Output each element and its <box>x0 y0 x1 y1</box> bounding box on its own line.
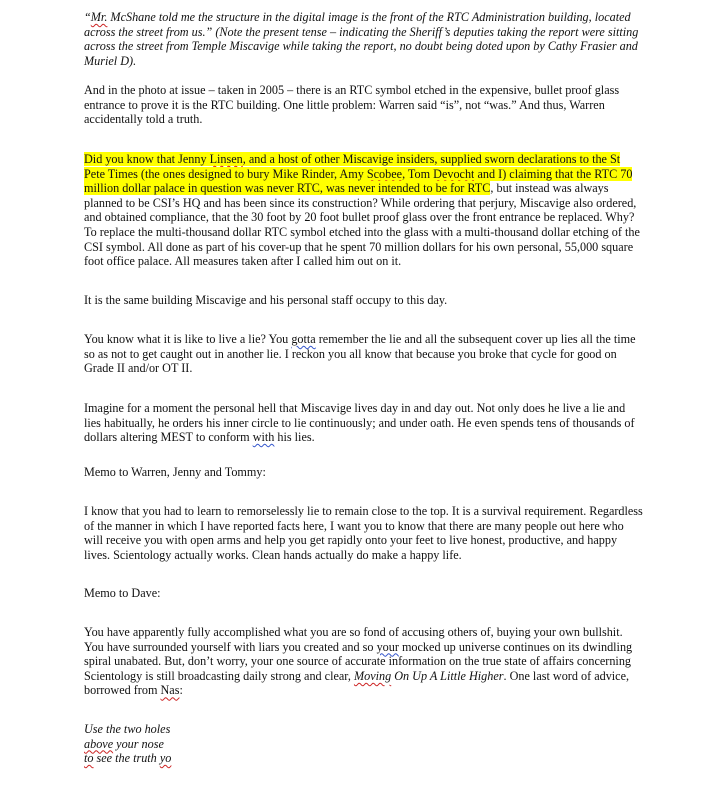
spelling-flag: Mr. <box>90 10 108 24</box>
spelling-flag: Scobee <box>366 166 403 181</box>
text-run: his lies. <box>274 430 315 445</box>
same-building-paragraph: It is the same building Miscavige and his personal staff occupy to this day. <box>84 293 448 307</box>
quote-paragraph <box>84 10 644 68</box>
spelling-flag: Nas <box>160 683 180 698</box>
spelling-flag: to <box>84 751 94 766</box>
text-run: , but instead was always planned to be CSI’s HQ and has been since its construction? While ordering that perjury, Miscavige also ordered, and obtained compliance, that the 30 foot by 20 foot bullet proof glass over the front entrance be replaced. Why? To replace the multi-thousand dollar RTC symbol etched into the glass with a multi-thousand dollar etching of the CSI symbol. All done as part of his cover-up that he spent 70 million dollars for his own personal, 55,000 square foot office palace. All measures taken after I called him out on it. <box>84 181 640 269</box>
text-run: mocked up universe continues on its dwindling spiral unabated. But, don’t worry, your one source of accurate information on the true state of affairs concerning Scientology is still broadcasting daily strong and clear, <box>84 639 633 683</box>
spelling-flag: above <box>84 736 114 751</box>
poem-block <box>84 722 644 766</box>
poem-line <box>84 751 644 766</box>
text-run: McShane told me the structure in the digital image is the front of the RTC Administration building, located across the street from us.” (Note the present tense – indicating the Sheriff’s deputies taking the report were sitting across the street from Temple Miscavige while taking the report, no doubt being doted upon by Cathy Frasier and Muriel D). <box>84 10 639 68</box>
spelling-flag: Moving <box>353 668 392 683</box>
text-run: : <box>179 683 183 698</box>
poem-line: Use the two holes <box>84 722 171 736</box>
highlighted-text: , Tom <box>402 166 434 181</box>
grammar-flag: gotta <box>291 332 316 346</box>
text-run: You know what it is like to live a lie? You <box>84 332 292 346</box>
live-a-lie-paragraph <box>84 332 644 376</box>
highlighted-text: , and a host of other Miscavige insiders, supplied sworn declarations to the St Pete Times (the ones designed to bury Mike Rinder, Amy <box>84 152 621 181</box>
grammar-flag: your <box>376 639 399 654</box>
title-text: On Up A Little Higher <box>391 668 504 683</box>
text-run: . One last word of advice, borrowed from <box>84 668 630 698</box>
spelling-flag: yo <box>159 751 172 766</box>
memo-warren-heading: Memo to Warren, Jenny and Tommy: <box>84 465 266 479</box>
grammar-flag: with <box>252 430 275 445</box>
survival-paragraph: I know that you had to learn to remorselessly lie to remain close to the top. It is a survival requirement. Regardless of the manner in which I have reported facts here, I want you to know that there are many people out here who will receive you with open arms and help you get rapidly onto your feet to live honest, productive, and happy lives. Scientology actually works. Clean hands actually do make a happy life. <box>84 504 643 562</box>
highlighted-text: and I) claiming that the RTC 70 million dollar palace in question was never RTC, was never intended to be for RTC <box>84 166 633 196</box>
text-run: see the truth <box>93 751 160 766</box>
rtc-symbol-paragraph: And in the photo at issue – taken in 2005 – there is an RTC symbol etched in the expensive, bullet proof glass entrance to prove it is the RTC building. One little problem: Warren said “is”, not “was.” And thus, Warren accidentally told a truth. <box>84 83 620 127</box>
text-run: remember the lie and all the subsequent cover up lies all the time so as not to get caught out in another lie. I reckon you all know that because you broke that cycle for good on Grade II and/or OT II. <box>84 332 636 376</box>
memo-dave-heading: Memo to Dave: <box>84 586 161 600</box>
spelling-flag: Devocht <box>433 166 475 181</box>
text-run: your nose <box>113 736 164 751</box>
declarations-paragraph <box>84 152 644 269</box>
spelling-flag: Linsen <box>209 152 243 166</box>
highlighted-text: Did you know that Jenny <box>84 152 210 166</box>
personal-hell-paragraph <box>84 401 644 445</box>
text-run: “ <box>84 10 91 24</box>
poem-line <box>84 737 644 752</box>
text-run: Imagine for a moment the personal hell that Miscavige lives day in and day out. Not only does he live a lie and lies habitually, he orders his inner circle to lie continuously; and under oath. He even spends tens of thousands of dollars altering MEST to conform <box>84 401 635 445</box>
bullshit-paragraph <box>84 625 644 698</box>
text-run: You have apparently fully accomplished what you are so fond of accusing others of, buying your own bullshit. You have surrounded yourself with liars you created and so <box>84 625 623 654</box>
